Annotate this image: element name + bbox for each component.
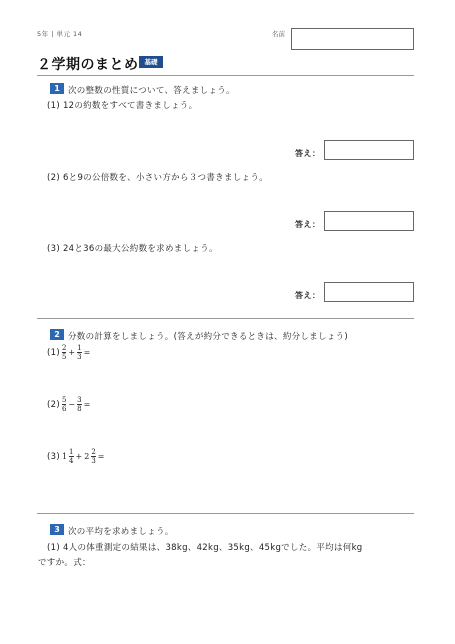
divider — [37, 318, 414, 319]
problem-label: (1) — [47, 347, 60, 358]
equals: = — [97, 452, 105, 461]
section-1-q1: (1) 12の約数をすべて書きましょう。 — [47, 101, 198, 111]
operator: + — [68, 348, 76, 357]
level-badge: 基礎 — [139, 56, 163, 68]
fraction: $\frac{2}{5}$ — [61, 344, 67, 361]
equals: = — [83, 348, 91, 357]
operator: − — [68, 400, 76, 409]
section-3-q1-line1: (1) 4人の体重測定の結果は、38kg、42kg、35kg、45kgでした。平均は何kg — [47, 543, 363, 553]
name-field[interactable] — [291, 28, 414, 50]
problem-label: (3) — [47, 451, 60, 462]
equals: = — [83, 400, 91, 409]
section-3-number: 3 — [50, 524, 64, 535]
whole-number: 2 — [84, 452, 90, 461]
fraction: $\frac{5}{6}$ — [61, 396, 67, 413]
section-3-instruction: 次の平均を求めましょう。 — [68, 527, 174, 537]
whole-number: 1 — [61, 452, 68, 461]
fraction: $\frac{1}{3}$ — [77, 344, 82, 361]
answer-box-3[interactable] — [324, 282, 414, 302]
answer-label: 答え： — [295, 220, 321, 229]
answer-box-1[interactable] — [324, 140, 414, 160]
section-3-q1-line2: ですか。式： — [38, 558, 91, 568]
fraction: $\frac{2}{3}$ — [91, 448, 96, 465]
answer-box-2[interactable] — [324, 211, 414, 231]
section-2-instruction: 分数の計算をしましょう。(答えが約分できるときは、約分しましょう) — [68, 332, 349, 342]
fraction: $\frac{1}{4}$ — [69, 448, 74, 465]
problem-label: (2) — [47, 399, 60, 410]
section-1-number: 1 — [50, 83, 64, 94]
fraction-problem-3 — [47, 448, 104, 465]
unit-info: 5年 | 単元 14 — [37, 30, 83, 38]
fraction: $\frac{3}{8}$ — [77, 396, 82, 413]
page-title: ２学期のまとめ — [37, 57, 139, 73]
answer-label: 答え： — [295, 291, 321, 300]
divider — [37, 513, 414, 514]
operator: + — [75, 452, 83, 461]
section-1-q3: (3) 24と36の最大公約数を求めましょう。 — [47, 244, 218, 254]
divider — [37, 75, 414, 76]
fraction-problem-1 — [47, 344, 90, 361]
name-label: 名前 — [272, 30, 285, 38]
section-1-instruction: 次の整数の性質について、答えましょう。 — [68, 86, 235, 96]
section-1-q2: (2) 6と9の公倍数を、小さい方から３つ書きましょう。 — [47, 173, 268, 183]
fraction-problem-2 — [47, 396, 90, 413]
section-2-number: 2 — [50, 329, 64, 340]
answer-label: 答え： — [295, 149, 321, 158]
